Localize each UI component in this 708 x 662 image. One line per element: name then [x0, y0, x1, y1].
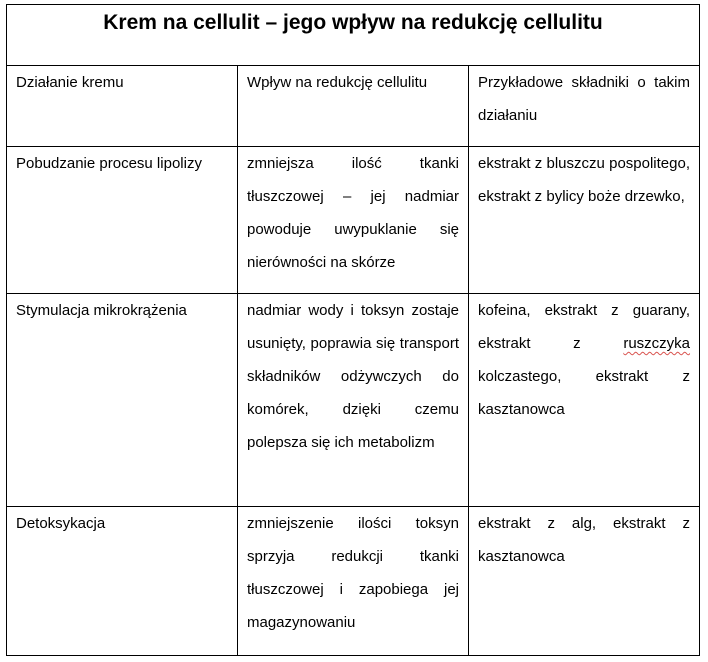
ingredients-text-after: kolczastego, ekstrakt z kasztanowca — [478, 368, 690, 418]
table-title: Krem na cellulit – jego wpływ na redukcję cellulitu — [7, 5, 700, 66]
header-ingredients: Przykładowe składniki o takim działaniu — [469, 66, 700, 147]
row-effect: zmniejsza ilość tkanki tłuszczowej – jej nadmiar powoduje uwypuklanie się nierówności na skórze — [238, 147, 469, 294]
document — [6, 4, 700, 656]
row-ingredients: ekstrakt z bluszczu pospolitego, ekstrakt z bylicy boże drzewko, — [469, 147, 700, 294]
row-action: Pobudzanie procesu lipolizy — [7, 147, 238, 294]
table-row — [7, 147, 700, 294]
title-row — [7, 5, 700, 66]
table-row — [7, 507, 700, 656]
header-row — [7, 66, 700, 147]
header-effect: Wpływ na redukcję cellulitu — [238, 66, 469, 147]
row-effect: zmniejszenie ilości toksyn sprzyja redukcji tkanki tłuszczowej i zapobiega jej magazynowaniu — [238, 507, 469, 656]
row-ingredients — [469, 294, 700, 507]
table-row — [7, 294, 700, 507]
cellulite-cream-table — [6, 4, 700, 656]
row-action: Stymulacja mikrokrążenia — [7, 294, 238, 507]
row-effect: nadmiar wody i toksyn zostaje usunięty, poprawia się transport składników odżywczych do komórek, dzięki czemu polepsza się ich metabolizm — [238, 294, 469, 507]
row-ingredients: ekstrakt z alg, ekstrakt z kasztanowca — [469, 507, 700, 656]
ingredients-text-before: kofeina, ekstrakt z guarany, ekstrakt z — [478, 302, 690, 352]
header-action: Działanie kremu — [7, 66, 238, 147]
spellcheck-flagged-word: ruszczyka — [623, 335, 691, 352]
row-action: Detoksykacja — [7, 507, 238, 656]
